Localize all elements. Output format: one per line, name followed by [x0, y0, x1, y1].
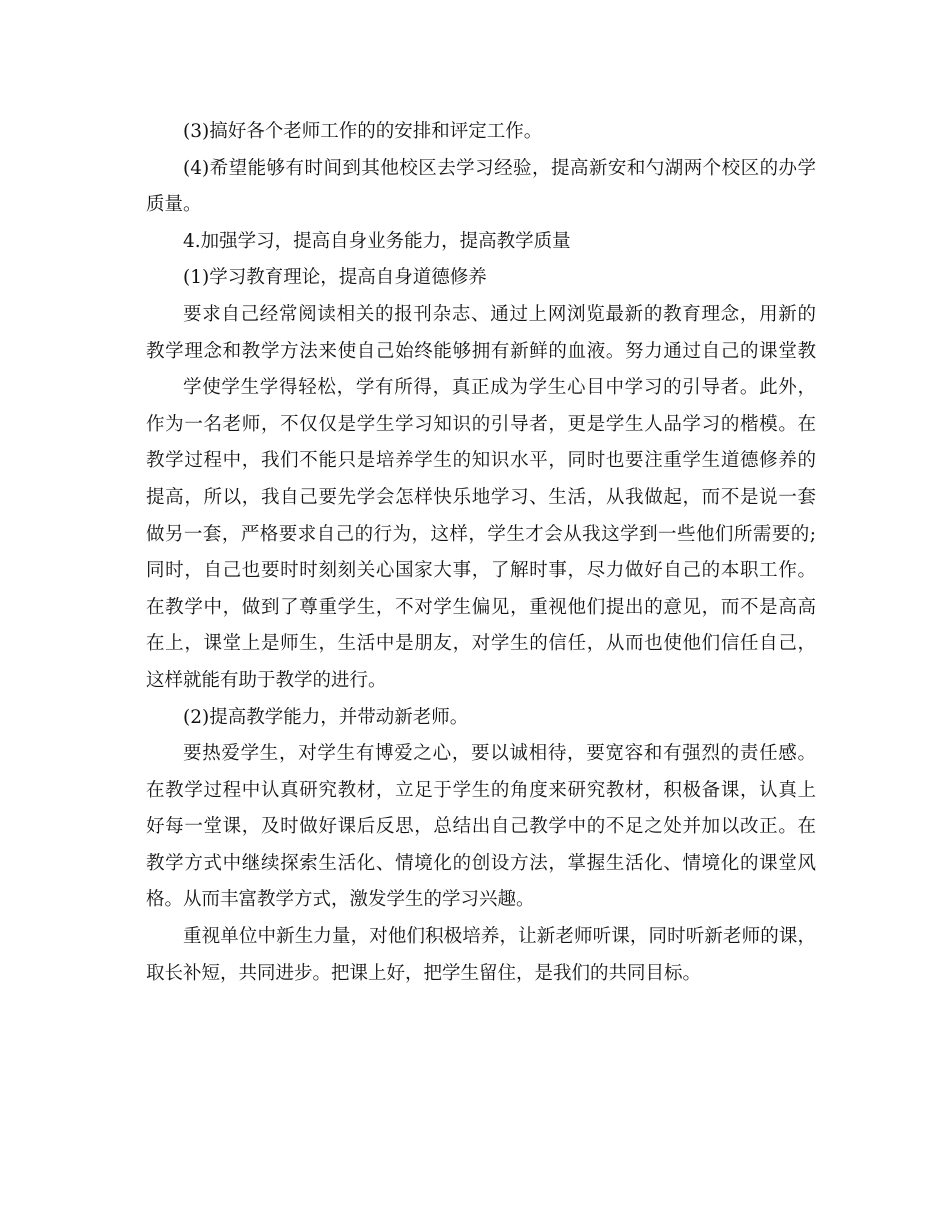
paragraph-2-line-1: 学使学生学得轻松，学有所得，真正成为学生心目中学习的引导者。此外， — [183, 377, 816, 399]
paragraph-3-line-4: 教学方式中继续探索生活化、情境化的创设方法，掌握生活化、情境化的课堂风 — [146, 852, 816, 874]
paragraph-2-line-9: 这样就能有助于教学的进行。 — [146, 669, 387, 691]
paragraph-2-line-5: 做另一套，严格要求自己的行为，这样，学生才会从我这学到一些他们所需要的; — [146, 523, 816, 545]
document-body — [146, 114, 816, 992]
subsection-heading-2: (2)提高教学能力，并带动新老师。 — [183, 706, 469, 728]
paragraph-2-line-6: 同时，自己也要时时刻刻关心国家大事，了解时事，尽力做好自己的本职工作。 — [146, 560, 816, 582]
paragraph-2-line-4: 提高，所以，我自己要先学会怎样快乐地学习、生活，从我做起，而不是说一套 — [146, 486, 816, 508]
paragraph-3-line-2: 在教学过程中认真研究教材，立足于学生的角度来研究教材，积极备课，认真上 — [146, 779, 816, 801]
paragraph-2-line-8: 在上，课堂上是师生，生活中是朋友，对学生的信任，从而也使他们信任自己， — [146, 633, 816, 655]
paragraph-3-line-3: 好每一堂课，及时做好课后反思，总结出自己教学中的不足之处并加以改正。在 — [146, 816, 816, 838]
section-heading-4: 4.加强学习，提高自身业务能力，提高教学质量 — [183, 230, 571, 252]
paragraph-4-line-1: 重视单位中新生力量，对他们积极培养，让新老师听课，同时听新老师的课， — [183, 926, 816, 948]
paragraph-3-line-1: 要热爱学生，对学生有博爱之心，要以诚相待，要宽容和有强烈的责任感。 — [183, 743, 816, 765]
list-item-3: (3)搞好各个老师工作的的安排和评定工作。 — [183, 121, 543, 142]
paragraph-4-line-2: 取长补短，共同进步。把课上好，把学生留住，是我们的共同目标。 — [146, 962, 702, 984]
paragraph-3-line-5: 格。从而丰富教学方式，激发学生的学习兴趣。 — [146, 889, 535, 911]
list-item-4-line-2: 质量。 — [146, 194, 202, 216]
paragraph-2-line-3: 教学过程中，我们不能只是培养学生的知识水平，同时也要注重学生道德修养的 — [146, 450, 816, 472]
paragraph-1-line-2: 教学理念和教学方法来使自己始终能够拥有新鲜的血液。努力通过自己的课堂教 — [146, 340, 816, 362]
subsection-heading-1: (1)学习教育理论，提高自身道德修养 — [183, 267, 487, 289]
paragraph-2-line-7: 在教学中，做到了尊重学生，不对学生偏见，重视他们提出的意见，而不是高高 — [146, 596, 816, 618]
list-item-4-line-1: (4)希望能够有时间到其他校区去学习经验，提高新安和勺湖两个校区的办学 — [183, 157, 816, 179]
paragraph-1-line-1: 要求自己经常阅读相关的报刊杂志、通过上网浏览最新的教育理念，用新的 — [183, 303, 816, 325]
paragraph-2-line-2: 作为一名老师，不仅仅是学生学习知识的引导者，更是学生人品学习的楷模。在 — [146, 413, 816, 435]
